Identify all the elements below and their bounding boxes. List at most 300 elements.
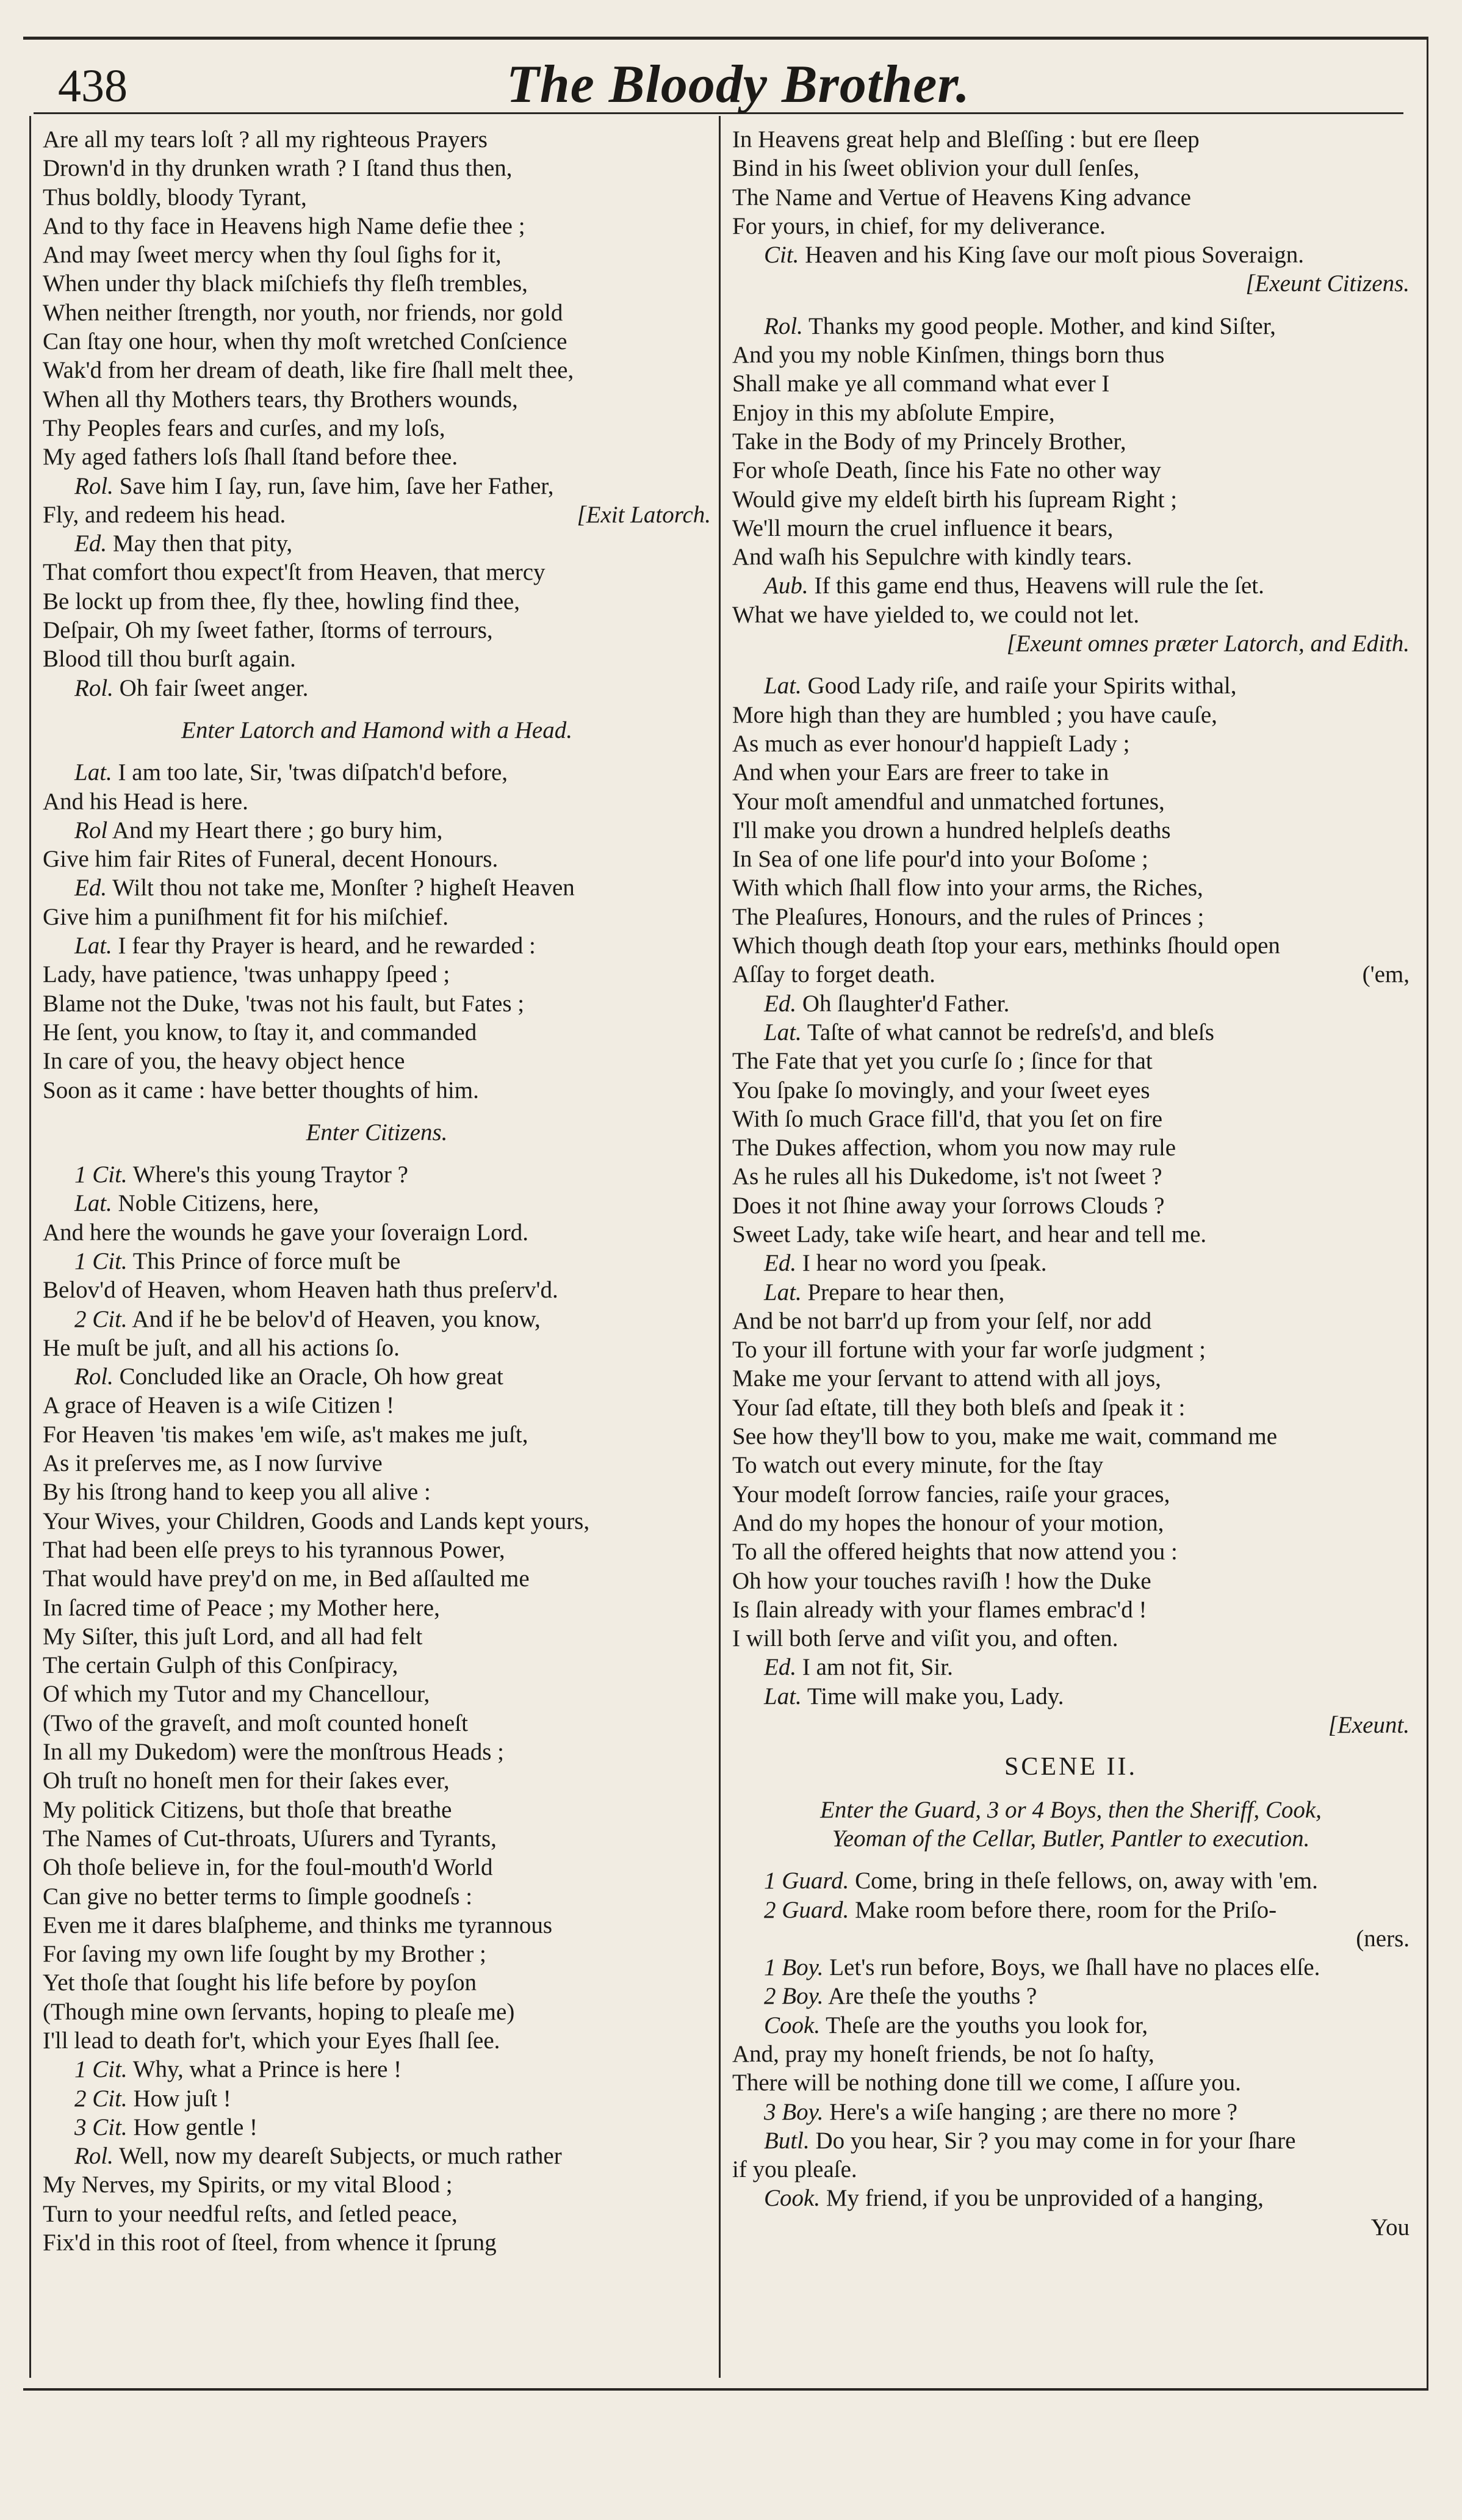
verse-line (732, 1162, 1410, 1191)
verse-line (43, 873, 711, 902)
line-text: In care of you, the heavy object hence (43, 1048, 405, 1075)
verse-line (732, 399, 1410, 427)
verse-line (732, 1133, 1410, 1162)
line-text: Give him fair Rites of Funeral, decent Honours. (43, 846, 499, 873)
verse-line (43, 960, 711, 989)
verse-line (732, 341, 1410, 369)
speaker-prefix: 1 Cit. (74, 1247, 128, 1274)
verse-line (43, 616, 711, 644)
line-text: With which ſhall flow into your arms, the Riches, (732, 875, 1203, 901)
turnover-word: ('em, (1362, 961, 1410, 988)
verse-line (43, 2170, 711, 2199)
verse-line (43, 1218, 711, 1247)
line-text: And when your Ears are freer to take in (732, 759, 1109, 786)
line-text: For ſaving my own life ſought by my Brother ; (43, 1941, 486, 1968)
line-text: Your moſt amendful and unmatched fortunes, (732, 788, 1165, 815)
speaker-prefix: 1 Guard. (764, 1868, 849, 1894)
verse-line (732, 989, 1410, 1018)
line-text: My politick Citizens, but thoſe that breathe (43, 1796, 452, 1823)
verse-line (43, 1680, 711, 1708)
line-text: When all thy Mothers tears, thy Brothers wounds, (43, 386, 518, 413)
line-text: To watch out every minute, for the ſtay (732, 1452, 1104, 1479)
verse-line (43, 2113, 711, 2142)
speaker-prefix: 1 Cit. (74, 1161, 128, 1188)
verse-line (43, 1018, 711, 1047)
speaker-prefix: 2 Guard. (764, 1896, 849, 1923)
verse-line (732, 369, 1410, 398)
line-text: Blame not the Duke, 'twas not his fault, but Fates ; (43, 990, 525, 1017)
verse-line (43, 212, 711, 240)
line-text: By his ſtrong hand to keep you all alive : (43, 1479, 431, 1506)
line-text: Oh how your touches raviſh ! how the Duke (732, 1567, 1151, 1594)
speaker-prefix: Rol. (74, 674, 113, 701)
line-text: Wak'd from her dream of death, like fire ſhall melt thee, (43, 357, 574, 384)
line-text: More high than they are humbled ; you have cauſe, (732, 701, 1217, 728)
speaker-prefix: Rol. (74, 472, 113, 499)
verse-line (43, 154, 711, 182)
stage-direction: Enter Latorch and Hamond with a Head. (181, 717, 572, 743)
verse-line (732, 671, 1410, 700)
line-text: My aged fathers loſs ſhall ſtand before thee. (43, 444, 458, 471)
line-text: Of which my Tutor and my Chancellour, (43, 1681, 430, 1708)
verse-line (732, 485, 1410, 514)
line-text: The Pleaſures, Honours, and the rules of Princes ; (732, 903, 1205, 930)
verse-line (732, 269, 1410, 298)
line-text: Do you hear, Sir ? you may come in for your ſhare (815, 2127, 1296, 2154)
verse-line (732, 787, 1410, 816)
line-text: if you pleaſe. (732, 2156, 857, 2183)
verse-line (43, 845, 711, 873)
verse-line (43, 1882, 711, 1911)
line-text: Turn to your needful reſts, and ſetled peace, (43, 2200, 458, 2227)
line-text: Is ſlain already with your flames embrac'd ! (732, 1596, 1147, 1623)
line-text: For whoſe Death, ſince his Fate no other way (732, 457, 1161, 484)
line-text: (Though mine own ſervants, hoping to pleaſe me) (43, 1998, 515, 2025)
verse-line (43, 1305, 711, 1334)
line-text: And do my hopes the honour of your motion, (732, 1509, 1164, 1536)
speaker-prefix: Lat. (764, 1279, 802, 1305)
verse-line (43, 269, 711, 298)
verse-line (732, 1567, 1410, 1595)
line-text: I am too late, Sir, 'twas diſpatch'd before, (118, 759, 508, 786)
right-column (732, 125, 1410, 2242)
verse-line (43, 125, 711, 154)
line-text: And waſh his Sepulchre with kindly tears. (732, 544, 1133, 571)
verse-line (732, 1924, 1410, 1953)
line-text: Give him a puniſhment fit for his miſchief. (43, 903, 449, 930)
verse-line (732, 1866, 1410, 1895)
verse-line (43, 2228, 711, 2257)
exit-direction: [Exeunt omnes præter Latorch, and Edith. (1006, 630, 1410, 657)
verse-line (732, 845, 1410, 873)
verse-line (43, 1076, 711, 1105)
line-text: And if he be belov'd of Heaven, you know, (132, 1305, 541, 1332)
line-text: And may ſweet mercy when thy ſoul ſighs for it, (43, 242, 502, 269)
line-text: Wilt thou not take me, Monſter ? higheſt Heaven (112, 875, 575, 901)
speaker-prefix: Ed. (74, 875, 107, 901)
line-text: Yet thoſe that ſought his life before by poyſon (43, 1969, 477, 1996)
verse-line (43, 1853, 711, 1882)
verse-line (43, 587, 711, 616)
speaker-prefix: Rol. (74, 2143, 113, 2170)
verse-line (732, 903, 1410, 931)
verse-line (732, 960, 1410, 989)
exit-direction: [Exeunt. (1328, 1712, 1410, 1739)
line-text: For yours, in chief, for my deliverance. (732, 212, 1106, 239)
line-text: And his Head is here. (43, 788, 248, 815)
verse-line (732, 1653, 1410, 1681)
line-text: That comfort thou expect'ſt from Heaven, that mercy (43, 559, 546, 586)
line-text: That had been elſe preys to his tyrannous Power, (43, 1536, 505, 1563)
line-text: Are theſe the youths ? (828, 1983, 1037, 2010)
line-text: (Two of the graveſt, and moſt counted honeſt (43, 1709, 468, 1736)
verse-line (43, 1334, 711, 1362)
line-text: Your Wives, your Children, Goods and Lands kept yours, (43, 1507, 590, 1534)
verse-line (43, 1276, 711, 1304)
speaker-prefix: 2 Cit. (74, 2085, 128, 2112)
verse-line (43, 1189, 711, 1218)
verse-line (43, 931, 711, 960)
speaker-prefix: 1 Cit. (74, 2056, 128, 2083)
line-text: We'll mourn the cruel influence it bears, (732, 514, 1114, 541)
verse-line (43, 1968, 711, 1997)
verse-line (732, 729, 1410, 758)
verse-line (43, 2055, 711, 2084)
line-text: My Nerves, my Spirits, or my vital Blood ; (43, 2172, 453, 2198)
verse-line (732, 427, 1410, 456)
verse-line (732, 456, 1410, 485)
line-text: When under thy black miſchiefs thy fleſh trembles, (43, 270, 528, 297)
line-text: And my Heart there ; go bury him, (112, 817, 443, 843)
verse-line (43, 1160, 711, 1189)
speaker-prefix: Lat. (74, 759, 112, 786)
line-text: Let's run before, Boys, we ſhall have no places elſe. (829, 1954, 1320, 1981)
speaker-prefix: Lat. (74, 1190, 112, 1217)
verse-line (43, 472, 711, 500)
line-text: Blood till thou burſt again. (43, 646, 296, 673)
verse-line (43, 1420, 711, 1449)
verse-line (732, 1896, 1410, 1924)
left-column (43, 125, 711, 2257)
verse-line (43, 1247, 711, 1276)
verse-line (732, 2098, 1410, 2126)
verse-line (732, 1982, 1410, 2010)
speaker-prefix: Cook. (764, 2012, 821, 2038)
line-text: Even me it dares blaſpheme, and thinks me tyrannous (43, 1912, 553, 1938)
verse-line (732, 1537, 1410, 1566)
line-text: And to thy face in Heavens high Name defie thee ; (43, 212, 525, 239)
verse-line (43, 989, 711, 1018)
verse-line (43, 1998, 711, 2026)
speaker-prefix: Lat. (74, 933, 112, 959)
column-divider (719, 116, 721, 2378)
line-text: Take in the Body of my Princely Brother, (732, 428, 1126, 455)
line-text: My Siſter, this juſt Lord, and all had felt (43, 1623, 423, 1650)
line-text: Taſte of what cannot be redreſs'd, and bleſs (807, 1019, 1214, 1045)
line-text: There will be nothing done till we come, I aſſure you. (732, 2070, 1241, 2096)
verse-line (43, 644, 711, 673)
speaker-prefix: Ed. (764, 1654, 797, 1681)
line-text: Enjoy in this my abſolute Empire, (732, 399, 1055, 426)
verse-line (732, 601, 1410, 629)
verse-line (43, 1738, 711, 1766)
verse-line (732, 629, 1410, 658)
verse-line (732, 931, 1410, 960)
line-text: To all the offered heights that now attend you : (732, 1539, 1178, 1565)
line-text: The Dukes affection, whom you now may rule (732, 1135, 1176, 1161)
verse-line (732, 125, 1410, 154)
line-text: Belov'd of Heaven, whom Heaven hath thus preſerv'd. (43, 1277, 558, 1304)
verse-line (732, 1076, 1410, 1105)
line-gap (732, 1739, 1410, 1753)
verse-line (732, 1278, 1410, 1307)
verse-line (43, 529, 711, 558)
line-gap (43, 745, 711, 758)
verse-line (732, 1451, 1410, 1479)
verse-line (732, 1624, 1410, 1653)
line-gap (732, 658, 1410, 671)
line-text: You ſpake ſo movingly, and your ſweet eyes (732, 1077, 1150, 1103)
line-text: Here's a wiſe hanging ; are there no more ? (829, 2098, 1237, 2125)
stage-direction: Enter Citizens. (306, 1119, 448, 1146)
line-gap (43, 702, 711, 716)
line-text: How gentle ! (133, 2114, 258, 2140)
turnover-word: (ners. (1356, 1925, 1410, 1952)
verse-line (43, 298, 711, 327)
running-title: The Bloody Brother. (506, 55, 970, 114)
verse-line (43, 2142, 711, 2170)
line-text: Sweet Lady, take wiſe heart, and hear and tell me. (732, 1221, 1207, 1247)
line-text: Are all my tears loſt ? all my righteous Prayers (43, 126, 488, 153)
verse-line (43, 1391, 711, 1420)
verse-line (732, 212, 1410, 240)
verse-line (732, 1220, 1410, 1249)
verse-line (732, 2011, 1410, 2040)
line-text: Thus boldly, bloody Tyrant, (43, 184, 307, 211)
line-gap (43, 1147, 711, 1160)
line-text: Oh fair ſweet anger. (119, 674, 309, 701)
speaker-prefix: Ed. (764, 1250, 797, 1277)
verse-line (43, 2200, 711, 2228)
line-text: Fly, and redeem his head. (43, 501, 286, 528)
verse-line (43, 1047, 711, 1075)
exit-direction: [Exeunt Citizens. (1245, 270, 1410, 297)
verse-line (732, 1047, 1410, 1075)
line-text: The Names of Cut-throats, Uſurers and Tyrants, (43, 1825, 497, 1852)
verse-line (732, 816, 1410, 845)
scene-heading: SCENE II. (1004, 1753, 1137, 1782)
line-text: As he rules all his Dukedome, is't not ſweet ? (732, 1163, 1162, 1190)
verse-line (43, 1796, 711, 1824)
line-text: Thanks my good people. Mother, and kind Siſter, (808, 312, 1276, 339)
speaker-prefix: 2 Boy. (764, 1983, 824, 2010)
verse-line (43, 1911, 711, 1940)
line-text: Theſe are the youths you look for, (826, 2012, 1148, 2038)
line-text: In all my Dukedom) were the monſtrous Heads ; (43, 1739, 504, 1766)
speaker-prefix: Rol. (74, 1363, 113, 1390)
verse-line (732, 1105, 1410, 1133)
line-gap (732, 1782, 1410, 1796)
line-text: Your ſad eſtate, till they both bleſs and ſpeak it : (732, 1394, 1186, 1421)
verse-line (732, 514, 1410, 543)
line-text: Which though death ſtop your ears, methinks ſhould open (732, 933, 1280, 959)
verse-line (43, 2084, 711, 2113)
line-text: Thy Peoples fears and curſes, and my loſs, (43, 414, 445, 441)
verse-line (732, 154, 1410, 182)
line-text: Oh thoſe believe in, for the foul-mouth'd World (43, 1854, 493, 1881)
verse-line (43, 500, 711, 529)
line-gap (732, 298, 1410, 312)
speaker-prefix: Cook. (764, 2185, 821, 2212)
verse-line (732, 2213, 1410, 2242)
line-text: To your ill fortune with your far worſe judgment ; (732, 1337, 1206, 1363)
verse-line (43, 674, 711, 702)
line-text: My friend, if you be unprovided of a hanging, (826, 2185, 1264, 2212)
line-text: As much as ever honour'd happieſt Lady ; (732, 730, 1130, 757)
line-text: Aſſay to forget death. (732, 961, 935, 988)
line-text: As it preſerves me, as I now ſurvive (43, 1450, 383, 1477)
line-text: Oh truſt no honeſt men for their ſakes ever, (43, 1767, 450, 1794)
line-text: Make me your ſervant to attend with all joys, (732, 1365, 1161, 1392)
line-text: I'll make you drown a hundred helpleſs deaths (732, 817, 1171, 843)
verse-line (732, 873, 1410, 902)
verse-line (43, 1536, 711, 1564)
line-text: And here the wounds he gave your ſoveraign Lord. (43, 1219, 529, 1246)
line-text: Would give my eldeſt birth his ſupream Right ; (732, 486, 1178, 513)
verse-line (43, 1622, 711, 1651)
verse-line (43, 414, 711, 442)
verse-line (732, 312, 1410, 341)
verse-line (732, 240, 1410, 269)
line-text: Prepare to hear then, (807, 1279, 1005, 1305)
line-text: If this game end thus, Heavens will rule the ſet. (814, 572, 1264, 599)
line-text: Your modeſt ſorrow fancies, raiſe your graces, (732, 1481, 1170, 1507)
line-text: The Name and Vertue of Heavens King advance (732, 184, 1191, 211)
speaker-prefix: Ed. (74, 530, 107, 557)
speaker-prefix: Lat. (764, 1683, 802, 1709)
line-text: Good Lady riſe, and raiſe your Spirits withal, (807, 673, 1237, 699)
verse-line (43, 356, 711, 384)
verse-line (732, 1422, 1410, 1451)
line-text: Be lockt up from thee, fly thee, howling find thee, (43, 588, 520, 615)
line-text: With ſo much Grace fill'd, that you ſet on fire (732, 1105, 1163, 1132)
speaker-prefix: Lat. (764, 673, 802, 699)
verse-line (43, 787, 711, 816)
verse-line (43, 758, 711, 787)
line-text: This Prince of force muſt be (132, 1247, 401, 1274)
verse-line (43, 240, 711, 269)
verse-line (732, 1393, 1410, 1422)
verse-line (732, 2126, 1410, 2155)
verse-line (43, 1478, 711, 1506)
turnover-word: You (1370, 2214, 1410, 2240)
line-text: Why, what a Prince is here ! (132, 2056, 402, 2083)
verse-line (43, 1651, 711, 1680)
line-text: Make room before there, room for the Priſo- (855, 1896, 1277, 1923)
verse-line (43, 442, 711, 471)
verse-line (732, 1953, 1410, 1982)
speaker-prefix: Rol (74, 817, 108, 843)
verse-line (43, 1709, 711, 1738)
line-text: Drown'd in thy drunken wrath ? I ſtand thus then, (43, 155, 513, 182)
verse-line (43, 1564, 711, 1593)
speaker-prefix: 2 Cit. (74, 1305, 128, 1332)
verse-line (43, 1824, 711, 1853)
verse-line (43, 327, 711, 356)
exit-direction: [Exit Latorch. (577, 501, 711, 528)
line-text: Save him I ſay, run, ſave him, ſave her Father, (119, 472, 554, 499)
verse-line (732, 183, 1410, 212)
line-text: I will both ſerve and viſit you, and often. (732, 1625, 1118, 1652)
verse-line (43, 2026, 711, 2055)
line-text: I hear no word you ſpeak. (802, 1250, 1047, 1277)
verse-line (43, 1507, 711, 1536)
stage-direction: Yeoman of the Cellar, Butler, Pantler to execution. (832, 1825, 1310, 1852)
line-text: And be not barr'd up from your ſelf, nor add (732, 1307, 1152, 1334)
verse-line (43, 1594, 711, 1622)
speaker-prefix: Cit. (764, 242, 799, 269)
line-text: Time will make you, Lady. (807, 1683, 1064, 1709)
verse-line (732, 758, 1410, 787)
verse-line (732, 2184, 1410, 2212)
verse-line (732, 1509, 1410, 1537)
line-text: Can ſtay one hour, when thy moſt wretched Conſcience (43, 328, 567, 355)
line-text: Come, bring in theſe fellows, on, away with 'em. (855, 1868, 1318, 1894)
verse-line (732, 2155, 1410, 2184)
speaker-prefix: Ed. (764, 990, 797, 1017)
line-text: In Heavens great help and Bleſſing : but ere ſleep (732, 126, 1200, 153)
verse-line (732, 1682, 1410, 1711)
line-text: And you my noble Kinſmen, things born thus (732, 342, 1165, 369)
verse-line (43, 1362, 711, 1391)
verse-line (732, 1249, 1410, 1277)
stage-direction: Enter the Guard, 3 or 4 Boys, then the Sheriff, Cook, (820, 1796, 1322, 1823)
left-margin-rule (29, 116, 31, 2378)
verse-line (732, 1711, 1410, 1739)
line-text: Soon as it came : have better thoughts of him. (43, 1077, 479, 1103)
line-text: Bind in his ſweet oblivion your dull ſenſes, (732, 155, 1140, 182)
verse-line (43, 1449, 711, 1478)
line-text: Heaven and his King ſave our moſt pious Soveraign. (805, 242, 1304, 269)
line-text: And, pray my honeſt friends, be not ſo haſty, (732, 2041, 1154, 2067)
line-text: Shall make ye all command what ever I (732, 370, 1110, 397)
speaker-prefix: Lat. (764, 1019, 802, 1045)
line-text: Oh ſlaughter'd Father. (802, 990, 1010, 1017)
line-text: I fear thy Prayer is heard, and he rewarded : (118, 933, 536, 959)
verse-line (732, 543, 1410, 571)
verse-line (43, 1940, 711, 1968)
verse-line (732, 2040, 1410, 2068)
line-text: In ſacred time of Peace ; my Mother here, (43, 1594, 440, 1621)
line-text: He muſt be juſt, and all his actions ſo. (43, 1334, 400, 1361)
line-text: The Fate that yet you curſe ſo ; ſince for that (732, 1048, 1153, 1075)
line-text: Deſpair, Oh my ſweet father, ſtorms of terrours, (43, 617, 493, 644)
line-text: I'll lead to death for't, which your Eyes ſhall ſee. (43, 2027, 500, 2054)
line-text: Does it not ſhine away your ſorrows Clouds ? (732, 1192, 1165, 1219)
verse-line (43, 1766, 711, 1795)
speaker-prefix: Rol. (764, 312, 803, 339)
verse-line (732, 2068, 1410, 2097)
verse-line (732, 1335, 1410, 1364)
line-text: I am not fit, Sir. (802, 1654, 953, 1681)
line-text: A grace of Heaven is a wiſe Citizen ! (43, 1392, 395, 1419)
verse-line (732, 1595, 1410, 1624)
verse-line (732, 1018, 1410, 1047)
speaker-prefix: 1 Boy. (764, 1954, 824, 1981)
line-text: He ſent, you know, to ſtay it, and commanded (43, 1019, 477, 1045)
line-text: May then that pity, (112, 530, 293, 557)
line-text: See how they'll bow to you, make me wait, command me (732, 1423, 1278, 1450)
